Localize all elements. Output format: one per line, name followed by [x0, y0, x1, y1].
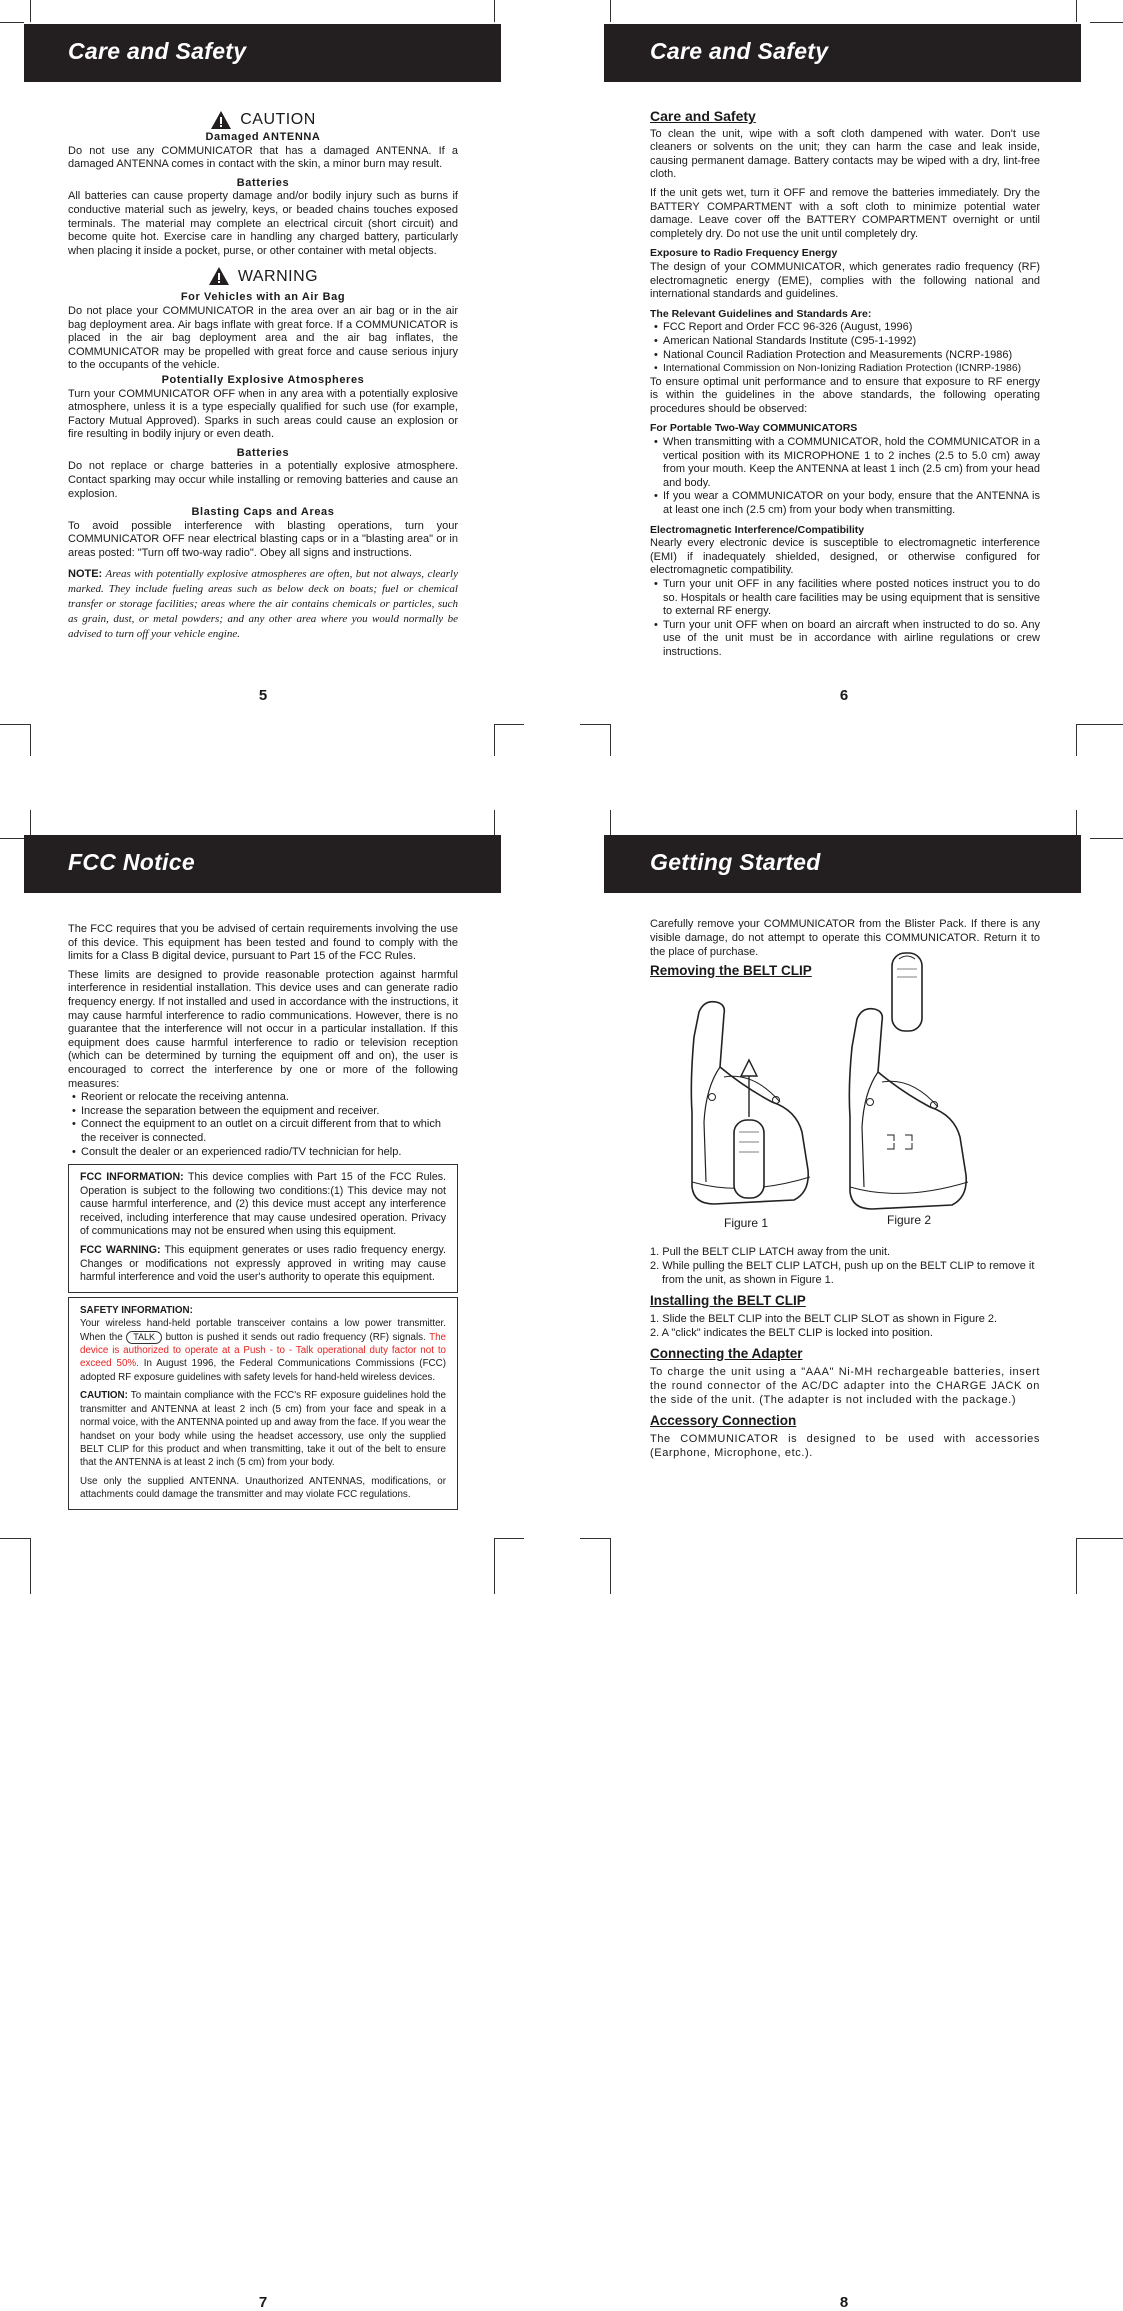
page-7-content [68, 923, 458, 1510]
caution-text: To maintain compliance with the FCC's RF exposure guidelines hold the transmitter and ANTENNA at least 2 inch (5 cm) from your face and speak in a normal voice, with the ANTENNA pointed up and away from the face. If you wear the handset on your body while using the headset accessory, use only the supplied BELT CLIP for this product and when transmitting, take it out of the belt to ensure that the ANTENNA is at least 2 inch (5 cm) from your body. [80, 1390, 447, 1469]
installing-title: Installing the BELT CLIP [650, 1293, 806, 1308]
figure-1-illustration [684, 992, 844, 1212]
measures-list [68, 1091, 458, 1159]
damaged-antenna-title: Damaged ANTENNA [205, 131, 321, 143]
list-item: • Connect the equipment to an outlet on a circuit different from that to which the receiver is connected. [72, 1118, 458, 1145]
caution-paragraph [80, 1389, 446, 1469]
banner-title: FCC Notice [68, 849, 195, 875]
caution-label: CAUTION: [80, 1390, 128, 1402]
list-item: • Turn your unit OFF when on board an aircraft when instructed to do so. Any use of the unit must be in accordance with airline regulations or crew instructions. [654, 619, 1040, 660]
section-banner [604, 835, 1081, 893]
care-para-2: If the unit gets wet, turn it OFF and remove the batteries immediately. Dry the BATTERY COMPARTMENT with a soft cloth to minimize potential water damage. Leave cover off the BATTERY COMPARTMENT overnight or until completely dry. Do not use the unit until completely dry. [650, 186, 1040, 240]
emi-list [650, 578, 1040, 660]
batteries-title: Batteries [236, 176, 290, 189]
portable-title: For Portable Two-Way COMMUNICATORS [650, 422, 858, 435]
emi-title: Electromagnetic Interference/Compatibility [650, 523, 865, 536]
blasting-text: To avoid possible interference with blasting operations, turn your COMMUNICATOR OFF near electrical blasting caps or in a "blasting area" or in areas posted: "Turn off two-way radio". Obey all signs and instructions. [68, 519, 458, 560]
section-banner [24, 24, 501, 82]
safety-info-box [68, 1297, 458, 1510]
banner-title: Care and Safety [650, 38, 829, 64]
batteries2-text: Do not replace or charge batteries in a potentially explosive atmosphere. Contact sparking may occur while installing or removing batteries and cause an explosion. [68, 460, 458, 500]
accessory-text: The COMMUNICATOR is designed to be used with accessories (Earphone, Microphone, etc.). [650, 1433, 1040, 1459]
warning-triangle-icon [208, 266, 230, 286]
caution-label: CAUTION [240, 111, 316, 129]
page-8 [562, 797, 1123, 2311]
emi-text: Nearly every electronic device is susceptible to electromagnetic interference (EMI) if inadequately shielded, designed, or otherwise configured for electromagnetic compatibility. [650, 537, 1040, 577]
fcc-warning-text: This equipment generates or uses radio frequency energy. Changes or modifications not expressly approved in writing may cause harmful interference and void the user's authority to operate this equipment. [80, 1244, 446, 1284]
section-banner [604, 24, 1081, 82]
safety-text-3: In August 1996, the Federal Communications Commissions (FCC) adopted RF exposure guidelines with safety levels for hand-held wireless devices. [80, 1358, 446, 1383]
rf-text: The design of your COMMUNICATOR, which generates radio frequency (RF) electromagnetic energy (EME), complies with the following national and international standards and guidelines. [650, 260, 1040, 301]
blasting-title: Blasting Caps and Areas [191, 506, 335, 519]
note-paragraph [68, 567, 458, 642]
guidelines-list [650, 321, 1040, 375]
banner-title: Care and Safety [68, 38, 247, 64]
page-6-content [650, 110, 1040, 660]
figure-1-label: Figure 1 [724, 1216, 769, 1230]
list-item: • FCC Report and Order FCC 96-326 (August, 1996) [654, 321, 1040, 335]
safety-text-1: Your wireless hand-held portable transceiver contains a low power transmitter. When the [80, 1318, 446, 1343]
fcc-para-2: These limits are designed to provide reasonable protection against harmful interference in residential installation. This device uses and can generate radio frequency energy. If not installed and used in accordance with the instructions, it may cause harmful interference to radio communications. However, there is no guarantee that the interference will not occur in a particular installation. If this equipment does cause harmful interference to radio or television reception (which can be determined by turning the equipment off and on), the user is encouraged to correct the interference by one or more of the following measures: [68, 968, 458, 1090]
list-item: • International Commission on Non-Ionizing Radiation Protection (ICNRP-1986) [654, 362, 1040, 376]
page-6 [562, 0, 1123, 797]
page-number: 8 [839, 2294, 849, 2311]
optimal-text: To ensure optimal unit performance and to ensure that exposure to RF energy is within the guidelines in the above standards, the following operating procedures should be observed: [650, 375, 1040, 415]
safety-duty-factor: The device is authorized to operate at a Push - to - Talk operational duty factor not to exceed 50%. [80, 1331, 446, 1370]
warning-label: WARNING [237, 267, 319, 285]
note-text: Areas with potentially explosive atmospheres are often, but not always, clearly marked. They include fueling areas such as below deck on boats; fuel or chemical transfer or storage facilities; areas where the air contains chemicals or particles, such as grain, dust, or metal powders; and any other area where you would normally be advised to turn off your vehicle engine. [68, 567, 458, 640]
safety-paragraph [80, 1317, 446, 1384]
explosive-title: Potentially Explosive Atmospheres [161, 373, 365, 386]
intro-text: Carefully remove your COMMUNICATOR from the Blister Pack. If there is any visible damage, do not attempt to operate this COMMUNICATOR. Return it to the place of purchase. [650, 918, 1040, 958]
antenna-text: Use only the supplied ANTENNA. Unauthorized ANTENNAS, modifications, or attachments could damage the transmitter and may violate FCC regulations. [80, 1475, 446, 1501]
fcc-warning-paragraph [80, 1244, 446, 1285]
fcc-info-paragraph [80, 1171, 446, 1239]
safety-text-2: button is pushed it sends out radio frequency (RF) signals. [165, 1331, 426, 1343]
installing-step-1: 1. Slide the BELT CLIP into the BELT CLIP SLOT as shown in Figure 2. [650, 1313, 998, 1325]
removing-step-1: 1. Pull the BELT CLIP LATCH away from the unit. [650, 1246, 891, 1258]
installing-step-2: 2. A "click" indicates the BELT CLIP is locked into position. [650, 1327, 933, 1339]
page-5 [0, 0, 561, 797]
batteries2-title: Batteries [236, 446, 290, 459]
fcc-para-1: The FCC requires that you be advised of certain requirements involving the use of this device. This equipment has been tested and found to comply with the limits for a Class B digital device, pursuant to Part 15 of the FCC Rules. [68, 923, 458, 963]
explosive-text: Turn your COMMUNICATOR OFF when in any area with a potentially explosive atmosphere, unless it is a type especially qualified for such use (for example, Factory Mutual Approved). Sparks in such areas could cause an explosion or fire resulting in bodily injury or even death. [68, 387, 458, 441]
list-item: • Reorient or relocate the receiving antenna. [72, 1091, 458, 1105]
page-5-content [68, 110, 458, 642]
adapter-text: To charge the unit using a "AAA" Ni-MH rechargeable batteries, insert the round connector of the AC/DC adapter into the CHARGE JACK on the side of the unit. (The adapter is not included with the package.) [650, 1366, 1040, 1406]
figure-2-label: Figure 2 [887, 1213, 932, 1227]
list-item: • When transmitting with a COMMUNICATOR, hold the COMMUNICATOR in a vertical position with its MICROPHONE 1 to 2 inches (2.5 to 5.0 cm) away from your mouth. Keep the ANTENNA at least 1 inch (2.5 cm) from your head and body. [654, 436, 1040, 490]
fcc-warning-label: FCC WARNING: [80, 1244, 161, 1257]
fcc-info-box [68, 1164, 458, 1293]
page-number: 5 [258, 687, 268, 704]
list-item: • Turn your unit OFF in any facilities where posted notices instruct you to do so. Hospitals or health care facilities may be using equipment that is sensitive to external RF energy. [654, 578, 1040, 619]
accessory-title: Accessory Connection [650, 1413, 797, 1428]
page-8-steps [650, 1245, 1040, 1460]
page-number: 7 [258, 2294, 268, 2311]
banner-title: Getting Started [650, 849, 821, 875]
warning-heading [68, 266, 458, 286]
batteries-text: All batteries can cause property damage and/or bodily injury such as burns if conductive material such as jewelry, keys, or beaded chains touches exposed terminals. The material may complete an electrical circuit (short circuit) and become quite hot. Exercise care in handling any charged battery, particularly when placing it inside a pocket, purse, or other container with metal objects. [68, 190, 458, 257]
note-label: NOTE: [68, 567, 103, 580]
adapter-title: Connecting the Adapter [650, 1346, 803, 1361]
care-para-1: To clean the unit, wipe with a soft cloth dampened with water. Don't use cleaners or solvents on the unit; they can harm the case and leak inside, causing permanent damage. Battery contacts may be wiped with a dry, lint-free cloth. [650, 127, 1040, 181]
safety-label: SAFETY INFORMATION: [80, 1304, 193, 1316]
figure-2-illustration [842, 947, 992, 1212]
warning-triangle-icon [210, 110, 232, 130]
removing-step-2: 2. While pulling the BELT CLIP LATCH, push up on the BELT CLIP to remove it from the unit, as shown in Figure 1. [650, 1260, 1035, 1286]
list-item: • American National Standards Institute (C95-1-1992) [654, 335, 1040, 349]
list-item: • If you wear a COMMUNICATOR on your body, ensure that the ANTENNA is at least one inch (2.5 cm) from your body when transmitting. [654, 490, 1040, 517]
page-number: 6 [839, 687, 849, 704]
talk-button-label: TALK [126, 1331, 162, 1344]
list-item: • National Council Radiation Protection and Measurements (NCRP-1986) [654, 349, 1040, 363]
list-item: • Consult the dealer or an experienced radio/TV technician for help. [72, 1146, 458, 1160]
airbag-title: For Vehicles with an Air Bag [180, 291, 346, 304]
page-7 [0, 797, 561, 2311]
fcc-info-text: This device complies with Part 15 of the FCC Rules. Operation is subject to the following two conditions:(1) This device may not cause harmful interference, and (2) this device must accept any interference received, including interference that may cause undesired operation. Privacy of communications may not be ensured when using this equipment. [80, 1171, 446, 1238]
caution-heading [68, 110, 458, 130]
airbag-text: Do not place your COMMUNICATOR in the area over an air bag or in the air bag deployment area. Air bags inflate with great force. If a COMMUNICATOR is placed in the air bag deployment area and the air bag inflates, the COMMUNICATOR may be propelled with great force and cause serious injury to the occupants of the vehicle. [68, 304, 458, 372]
guidelines-title: The Relevant Guidelines and Standards Are: [650, 307, 872, 320]
removing-title: Removing the BELT CLIP [650, 963, 812, 978]
care-heading: Care and Safety [650, 108, 756, 124]
fcc-info-label: FCC INFORMATION: [80, 1171, 184, 1184]
rf-title: Exposure to Radio Frequency Energy [650, 247, 838, 260]
damaged-antenna-text: Do not use any COMMUNICATOR that has a damaged ANTENNA. If a damaged ANTENNA comes in contact with the skin, a minor burn may result. [68, 144, 458, 171]
list-item: • Increase the separation between the equipment and receiver. [72, 1105, 458, 1119]
section-banner [24, 835, 501, 893]
portable-list [650, 436, 1040, 518]
